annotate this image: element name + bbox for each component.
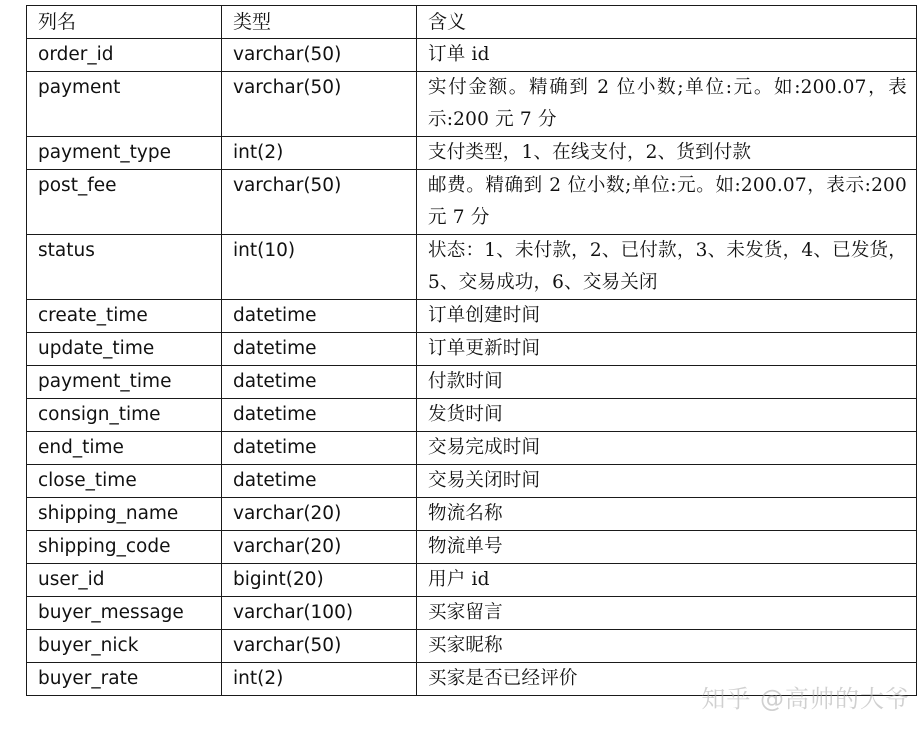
cell-column-type: varchar(20): [222, 531, 417, 564]
cell-column-type: varchar(50): [222, 72, 417, 137]
cell-column-type: datetime: [222, 366, 417, 399]
header-column-meaning: 含义: [417, 6, 917, 39]
cell-column-meaning: 交易关闭时间: [417, 465, 917, 498]
cell-column-name: post_fee: [27, 170, 222, 235]
cell-column-meaning: 支付类型，1、在线支付，2、货到付款: [417, 137, 917, 170]
cell-column-name: buyer_message: [27, 597, 222, 630]
cell-column-meaning: 邮费。精确到 2 位小数;单位:元。如:200.07，表示:200 元 7 分: [417, 170, 917, 235]
cell-column-type: varchar(100): [222, 597, 417, 630]
cell-column-name: close_time: [27, 465, 222, 498]
cell-column-meaning: 买家昵称: [417, 630, 917, 663]
table-row: [27, 597, 917, 630]
cell-column-name: payment: [27, 72, 222, 137]
cell-column-name: create_time: [27, 300, 222, 333]
table-row: [27, 137, 917, 170]
cell-column-meaning: 状态：1、未付款，2、已付款，3、未发货，4、已发货，5、交易成功，6、交易关闭: [417, 235, 917, 300]
table-row: [27, 235, 917, 300]
cell-column-meaning: 订单更新时间: [417, 333, 917, 366]
cell-column-meaning: 交易完成时间: [417, 432, 917, 465]
cell-column-type: bigint(20): [222, 564, 417, 597]
cell-column-name: buyer_nick: [27, 630, 222, 663]
header-column-type: 类型: [222, 6, 417, 39]
table-row: [27, 300, 917, 333]
cell-column-meaning: 物流名称: [417, 498, 917, 531]
cell-column-meaning: 买家留言: [417, 597, 917, 630]
table-row: [27, 630, 917, 663]
cell-column-type: datetime: [222, 333, 417, 366]
cell-column-type: datetime: [222, 465, 417, 498]
cell-column-type: varchar(50): [222, 170, 417, 235]
cell-column-type: varchar(20): [222, 498, 417, 531]
table-row: [27, 39, 917, 72]
table-row: [27, 170, 917, 235]
table-row: [27, 333, 917, 366]
cell-column-name: end_time: [27, 432, 222, 465]
cell-column-meaning: 付款时间: [417, 366, 917, 399]
cell-column-meaning: 订单创建时间: [417, 300, 917, 333]
cell-column-type: int(2): [222, 663, 417, 696]
table-row: [27, 399, 917, 432]
table-row: [27, 531, 917, 564]
cell-column-type: datetime: [222, 432, 417, 465]
table-row: [27, 564, 917, 597]
cell-column-name: update_time: [27, 333, 222, 366]
cell-column-type: varchar(50): [222, 39, 417, 72]
cell-column-name: shipping_code: [27, 531, 222, 564]
table-header-row: [27, 6, 917, 39]
cell-column-meaning: 买家是否已经评价: [417, 663, 917, 696]
cell-column-name: payment_time: [27, 366, 222, 399]
cell-column-name: shipping_name: [27, 498, 222, 531]
cell-column-name: user_id: [27, 564, 222, 597]
cell-column-meaning: 发货时间: [417, 399, 917, 432]
cell-column-name: buyer_rate: [27, 663, 222, 696]
cell-column-type: datetime: [222, 300, 417, 333]
cell-column-meaning: 物流单号: [417, 531, 917, 564]
schema-table: [26, 5, 917, 696]
cell-column-name: payment_type: [27, 137, 222, 170]
cell-column-name: order_id: [27, 39, 222, 72]
cell-column-name: status: [27, 235, 222, 300]
table-row: [27, 465, 917, 498]
cell-column-meaning: 订单 id: [417, 39, 917, 72]
table-row: [27, 432, 917, 465]
cell-column-type: datetime: [222, 399, 417, 432]
watermark-text: 知乎 @高帅的大爷: [701, 685, 910, 713]
table-row: [27, 498, 917, 531]
header-column-name: 列名: [27, 6, 222, 39]
cell-column-type: int(10): [222, 235, 417, 300]
cell-column-type: varchar(50): [222, 630, 417, 663]
cell-column-meaning: 实付金额。精确到 2 位小数;单位:元。如:200.07，表示:200 元 7 分: [417, 72, 917, 137]
cell-column-meaning: 用户 id: [417, 564, 917, 597]
table-row: [27, 72, 917, 137]
table-row: [27, 366, 917, 399]
cell-column-type: int(2): [222, 137, 417, 170]
cell-column-name: consign_time: [27, 399, 222, 432]
